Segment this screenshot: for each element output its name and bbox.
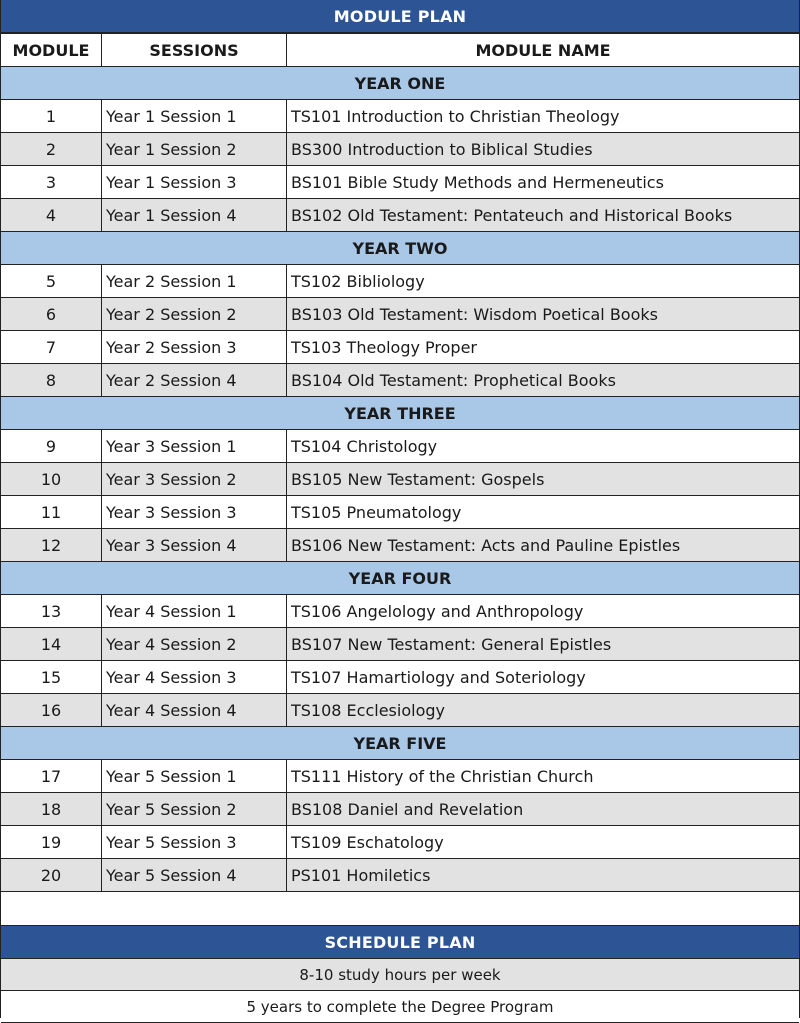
module-name-cell: BS106 New Testament: Acts and Pauline Epistles <box>291 535 681 555</box>
session-cell: Year 5 Session 4 <box>102 859 287 891</box>
table-row <box>1 628 799 661</box>
module-name-cell: BS102 Old Testament: Pentateuch and Historical Books <box>291 205 733 225</box>
session-cell: Year 1 Session 3 <box>102 166 287 198</box>
module-name-cell: TS106 Angelology and Anthropology <box>291 601 584 621</box>
column-header-module: MODULE <box>1 34 102 66</box>
table-row <box>1 430 799 463</box>
module-name-cell: BS107 New Testament: General Epistles <box>291 634 612 654</box>
module-name-cell: TS104 Christology <box>291 436 438 456</box>
session-cell: Year 1 Session 4 <box>102 199 287 231</box>
module-number-cell: 1 <box>1 100 102 132</box>
module-number-cell: 14 <box>1 628 102 660</box>
module-name-cell: TS105 Pneumatology <box>291 502 462 522</box>
session-cell: Year 5 Session 2 <box>102 793 287 825</box>
year-band: YEAR ONE <box>1 67 799 100</box>
year-sections <box>1 67 799 892</box>
module-plan-title: MODULE PLAN <box>1 0 799 33</box>
module-name-cell: BS108 Daniel and Revelation <box>291 799 524 819</box>
session-cell: Year 2 Session 1 <box>102 265 287 297</box>
module-number-cell: 9 <box>1 430 102 462</box>
table-row <box>1 133 799 166</box>
table-row <box>1 166 799 199</box>
module-name-cell: BS104 Old Testament: Prophetical Books <box>291 370 616 390</box>
module-name-cell: PS101 Homiletics <box>291 865 431 885</box>
session-cell: Year 1 Session 1 <box>102 100 287 132</box>
module-name-cell: BS101 Bible Study Methods and Hermeneutics <box>291 172 664 192</box>
table-row <box>1 199 799 232</box>
table-row <box>1 859 799 892</box>
session-cell: Year 4 Session 4 <box>102 694 287 726</box>
table-row <box>1 595 799 628</box>
table-row <box>1 496 799 529</box>
session-cell: Year 3 Session 1 <box>102 430 287 462</box>
module-name-cell: TS111 History of the Christian Church <box>291 766 594 786</box>
session-cell: Year 2 Session 2 <box>102 298 287 330</box>
column-header-row <box>1 33 799 67</box>
session-cell: Year 5 Session 3 <box>102 826 287 858</box>
schedule-plan-title: SCHEDULE PLAN <box>1 926 799 959</box>
table-row <box>1 331 799 364</box>
session-cell: Year 4 Session 2 <box>102 628 287 660</box>
session-cell: Year 3 Session 2 <box>102 463 287 495</box>
session-cell: Year 5 Session 1 <box>102 760 287 792</box>
column-header-module-name: MODULE NAME <box>475 40 611 60</box>
session-cell: Year 3 Session 4 <box>102 529 287 561</box>
spacer-row <box>1 892 799 926</box>
table-row <box>1 364 799 397</box>
year-band: YEAR THREE <box>1 397 799 430</box>
session-cell: Year 1 Session 2 <box>102 133 287 165</box>
module-number-cell: 8 <box>1 364 102 396</box>
module-name-cell: TS101 Introduction to Christian Theology <box>291 106 620 126</box>
table-row <box>1 826 799 859</box>
module-name-cell: TS108 Ecclesiology <box>291 700 445 720</box>
session-cell: Year 3 Session 3 <box>102 496 287 528</box>
module-number-cell: 18 <box>1 793 102 825</box>
session-cell: Year 2 Session 4 <box>102 364 287 396</box>
module-number-cell: 15 <box>1 661 102 693</box>
module-number-cell: 3 <box>1 166 102 198</box>
schedule-line-hours: 8-10 study hours per week <box>1 959 799 991</box>
module-number-cell: 4 <box>1 199 102 231</box>
module-number-cell: 19 <box>1 826 102 858</box>
column-header-sessions: SESSIONS <box>102 34 287 66</box>
table-row <box>1 793 799 826</box>
module-number-cell: 6 <box>1 298 102 330</box>
module-number-cell: 7 <box>1 331 102 363</box>
table-row <box>1 529 799 562</box>
table-row <box>1 298 799 331</box>
table-row <box>1 463 799 496</box>
module-number-cell: 12 <box>1 529 102 561</box>
table-row <box>1 694 799 727</box>
table-row <box>1 760 799 793</box>
table-row <box>1 661 799 694</box>
module-number-cell: 20 <box>1 859 102 891</box>
module-name-cell: BS105 New Testament: Gospels <box>291 469 545 489</box>
module-number-cell: 10 <box>1 463 102 495</box>
year-band: YEAR FIVE <box>1 727 799 760</box>
session-cell: Year 2 Session 3 <box>102 331 287 363</box>
module-number-cell: 11 <box>1 496 102 528</box>
module-name-cell: BS103 Old Testament: Wisdom Poetical Books <box>291 304 658 324</box>
session-cell: Year 4 Session 3 <box>102 661 287 693</box>
table-row <box>1 100 799 133</box>
table-row <box>1 265 799 298</box>
module-number-cell: 5 <box>1 265 102 297</box>
year-band: YEAR TWO <box>1 232 799 265</box>
year-band: YEAR FOUR <box>1 562 799 595</box>
module-number-cell: 13 <box>1 595 102 627</box>
module-name-cell: TS103 Theology Proper <box>291 337 478 357</box>
module-name-cell: BS300 Introduction to Biblical Studies <box>291 139 593 159</box>
module-name-cell: TS107 Hamartiology and Soteriology <box>291 667 586 687</box>
module-name-cell: TS102 Bibliology <box>291 271 425 291</box>
module-number-cell: 2 <box>1 133 102 165</box>
module-number-cell: 16 <box>1 694 102 726</box>
module-name-cell: TS109 Eschatology <box>291 832 444 852</box>
session-cell: Year 4 Session 1 <box>102 595 287 627</box>
module-number-cell: 17 <box>1 760 102 792</box>
schedule-line-duration: 5 years to complete the Degree Program <box>1 991 799 1023</box>
